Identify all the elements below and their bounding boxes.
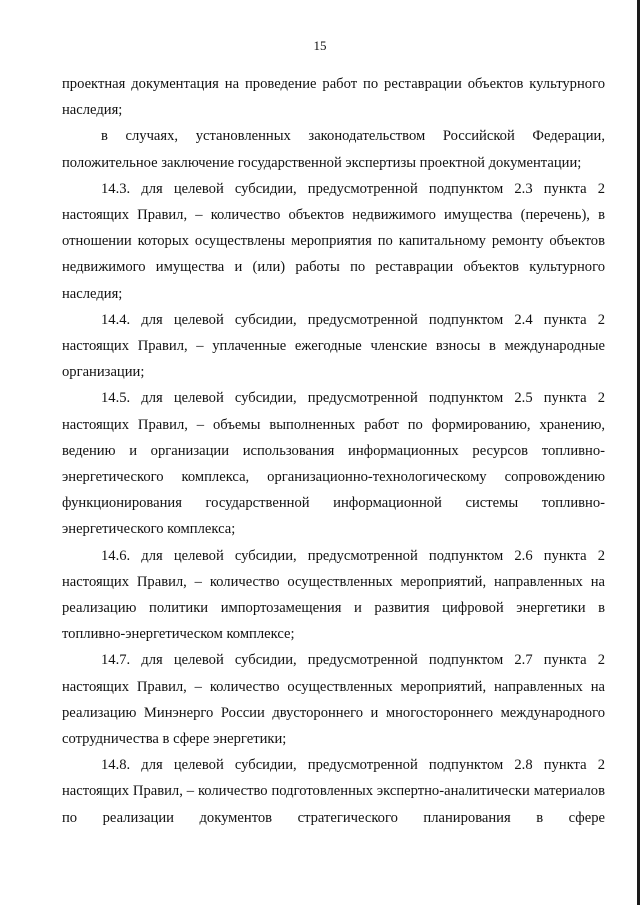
page-number: 15 <box>313 38 327 53</box>
paragraph-14-7: 14.7. для целевой субсидии, предусмотренной подпунктом 2.7 пункта 2 настоящих Правил, – количество осуществленных мероприятий, направленных на реализацию Минэнерго России двустороннего и многостороннего международного сотрудничества в сфере энергетики; <box>62 652 605 748</box>
paragraph-14-6: 14.6. для целевой субсидии, предусмотренной подпунктом 2.6 пункта 2 настоящих Правил, – количество осуществленных мероприятий, направленных на реализацию политики импортозамещения и развития цифровой энергетики в топливно-энергетическом комплексе; <box>62 547 605 643</box>
paragraph-expertise-conclusion: в случаях, установленных законодательством Российской Федерации, положительное заключение государственной экспертизы проектной документации; <box>62 128 605 171</box>
paragraph-14-3: 14.3. для целевой субсидии, предусмотренной подпунктом 2.3 пункта 2 настоящих Правил, – количество объектов недвижимого имущества (перечень), в отношении которых осуществлены мероприятия по капитальному ремонту объектов недвижимого имущества и (или) работы по реставрации объектов культурного наследия; <box>62 180 605 302</box>
paragraph-continuation: проектная документация на проведение работ по реставрации объектов культурного наследия; <box>62 76 605 119</box>
paragraph-14-4: 14.4. для целевой субсидии, предусмотренной подпунктом 2.4 пункта 2 настоящих Правил, – уплаченные ежегодные членские взносы в международные организации; <box>62 311 605 381</box>
document-body <box>62 71 605 831</box>
paragraph-14-8: 14.8. для целевой субсидии, предусмотренной подпунктом 2.8 пункта 2 настоящих Правил, – количество подготовленных экспертно-аналитически материалов по реализации документов стратегического планирования в сфере <box>62 757 605 826</box>
paragraph-14-5: 14.5. для целевой субсидии, предусмотренной подпунктом 2.5 пункта 2 настоящих Правил, – объемы выполненных работ по формированию, хранению, ведению и организации использования информационных ресурсов топливно-энергетического комплекса, организационно-технологическому сопровождению функционирования государственной информационной системы топливно-энергетического комплекса; <box>62 390 605 538</box>
